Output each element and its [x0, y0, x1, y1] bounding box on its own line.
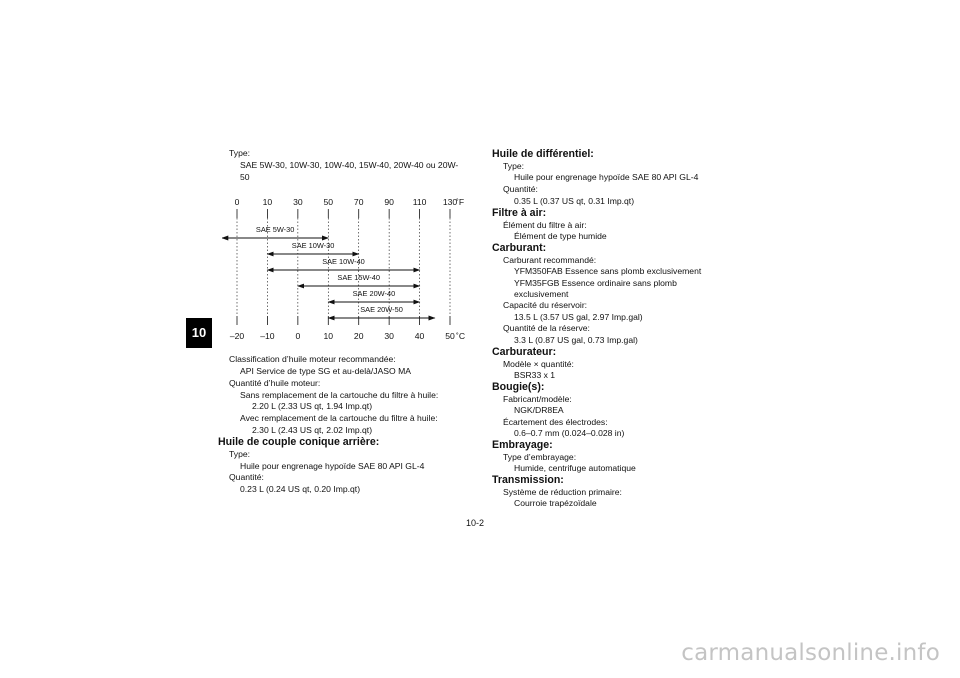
diff-quantity-label: Quantité:: [503, 184, 538, 194]
with-filter-value: 2.30 L (2.43 US qt, 2.02 Imp.qt): [252, 425, 373, 435]
rear-gear-oil-heading: Huile de couple conique arrière:: [218, 436, 380, 448]
celsius-tick-label: 20: [353, 331, 364, 341]
fuel-value-fgb-cont: exclusivement: [514, 289, 569, 299]
fuel-value-fab: YFM350FAB Essence sans plomb exclusivement: [514, 266, 702, 276]
celsius-tick-label: 40: [414, 331, 425, 341]
classification-value: API Service de type SG et au-delà/JASO MA: [240, 366, 411, 376]
without-filter-label: Sans remplacement de la cartouche du filtre à huile:: [240, 390, 439, 400]
viscosity-grade-label: SAE 15W-40: [337, 273, 381, 282]
transmission-heading: Transmission:: [492, 474, 564, 486]
air-filter-label: Élément du filtre à air:: [503, 220, 587, 230]
reserve-value: 3.3 L (0.87 US gal, 0.73 Imp.gal): [514, 335, 638, 345]
fahrenheit-tick-label: 10: [262, 197, 273, 207]
rear-quantity-value: 0.23 L (0.24 US qt, 0.20 Imp.qt): [240, 484, 361, 494]
fahrenheit-tick-label: 90: [384, 197, 394, 207]
transmission-label: Système de réduction primaire:: [503, 487, 622, 497]
watermark: carmanualsonline.info: [681, 640, 940, 666]
electrode-gap-value: 0.6–0.7 mm (0.024–0.028 in): [514, 428, 625, 438]
carburetor-value: BSR33 x 1: [514, 370, 556, 380]
spark-plug-label: Fabricant/modèle:: [503, 394, 572, 404]
fahrenheit-tick-label: 70: [353, 197, 364, 207]
fahrenheit-unit-label: ˚F: [456, 197, 465, 207]
viscosity-grade-label: SAE 10W-30: [291, 241, 335, 250]
celsius-tick-label: 30: [384, 331, 394, 341]
celsius-tick-label: –20: [229, 331, 245, 341]
fahrenheit-tick-label: 130: [442, 197, 458, 207]
differential-oil-heading: Huile de différentiel:: [492, 148, 594, 160]
clutch-label: Type d’embrayage:: [503, 452, 577, 462]
viscosity-grade-label: SAE 10W-40: [322, 257, 365, 266]
classification-label: Classification d’huile moteur recommandée:: [229, 354, 396, 364]
viscosity-grade-label: SAE 20W-40: [352, 289, 396, 298]
without-filter-value: 2.20 L (2.33 US qt, 1.94 Imp.qt): [252, 401, 373, 411]
diff-type-label: Type:: [503, 161, 525, 171]
spark-plug-heading: Bougie(s):: [492, 381, 545, 393]
oil-viscosity-chart: [222, 196, 470, 344]
transmission-value: Courroie trapézoïdale: [514, 498, 597, 508]
viscosity-grade-label: SAE 5W-30: [255, 225, 295, 234]
carburetor-label: Modèle × quantité:: [503, 359, 574, 369]
celsius-tick-label: 50: [445, 331, 455, 341]
tank-capacity-value: 13.5 L (3.57 US gal, 2.97 Imp.gal): [514, 312, 643, 322]
rear-type-value: Huile pour engrenage hypoïde SAE 80 API GL-4: [240, 461, 425, 471]
electrode-gap-label: Écartement des électrodes:: [503, 417, 608, 427]
tank-capacity-label: Capacité du réservoir:: [503, 300, 588, 310]
fahrenheit-tick-label: 110: [412, 197, 427, 207]
oil-type-value: SAE 5W-30, 10W-30, 10W-40, 15W-40, 20W-40 ou 20W-: [240, 160, 459, 170]
oil-type-value-cont: 50: [240, 172, 250, 182]
rear-quantity-label: Quantité:: [229, 472, 264, 482]
oil-quantity-label: Quantité d’huile moteur:: [229, 378, 321, 388]
fahrenheit-tick-label: 50: [323, 197, 334, 207]
celsius-tick-labels: [230, 331, 455, 341]
reserve-label: Quantité de la réserve:: [503, 323, 590, 333]
chapter-tab: 10: [186, 318, 212, 348]
spark-plug-value: NGK/DR8EA: [514, 405, 564, 415]
fahrenheit-tick-label: 0: [234, 197, 240, 207]
fuel-value-fgb: YFM35FGB Essence ordinaire sans plomb: [514, 278, 677, 288]
fahrenheit-tick-labels: [235, 197, 458, 207]
fuel-label: Carburant recommandé:: [503, 255, 597, 265]
clutch-value: Humide, centrifuge automatique: [514, 463, 636, 473]
celsius-tick-label: 10: [323, 331, 334, 341]
diff-quantity-value: 0.35 L (0.37 US qt, 0.31 Imp.qt): [514, 196, 635, 206]
rear-type-label: Type:: [229, 449, 251, 459]
fuel-heading: Carburant:: [492, 242, 547, 254]
carburetor-heading: Carburateur:: [492, 346, 557, 358]
celsius-tick-label: –10: [260, 331, 275, 341]
celsius-unit: [456, 331, 465, 341]
page-number: 10-2: [466, 518, 485, 528]
viscosity-grade-label: SAE 20W-50: [360, 305, 403, 314]
celsius-tick-label: 0: [295, 331, 301, 341]
oil-type-label: Type:: [229, 148, 251, 158]
fahrenheit-tick-label: 30: [293, 197, 303, 207]
fahrenheit-unit: [456, 197, 464, 207]
clutch-heading: Embrayage:: [492, 439, 553, 451]
air-filter-value: Élément de type humide: [514, 231, 607, 241]
with-filter-label: Avec remplacement de la cartouche du filtre à huile:: [240, 413, 438, 423]
celsius-unit-label: ˚C: [456, 331, 466, 341]
air-filter-heading: Filtre à air:: [492, 207, 547, 219]
diff-type-value: Huile pour engrenage hypoïde SAE 80 API GL-4: [514, 172, 699, 182]
